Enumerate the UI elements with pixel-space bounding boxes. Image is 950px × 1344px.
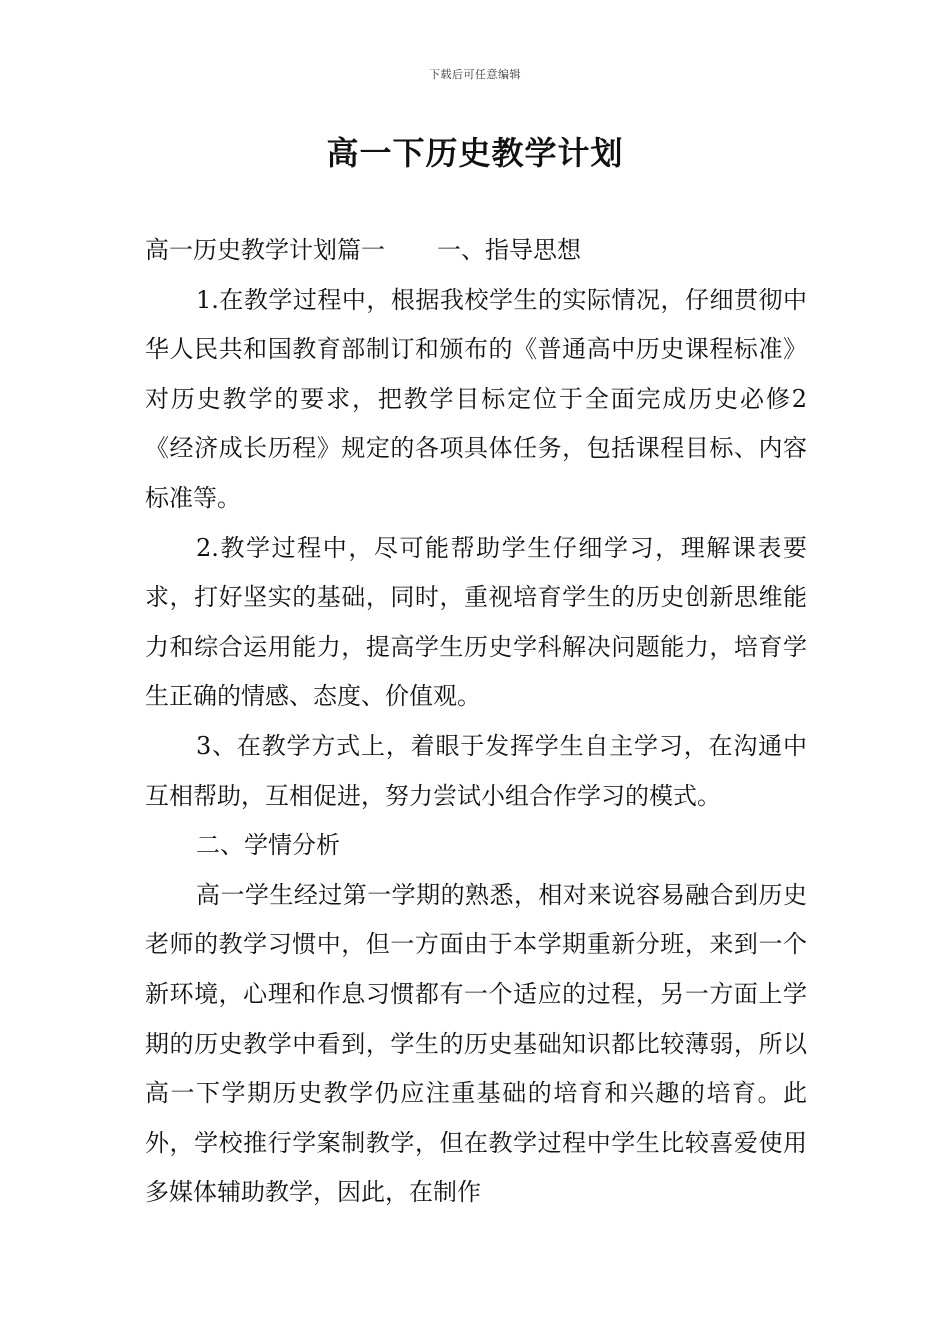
section-heading-analysis: 二、学情分析 [196, 831, 340, 860]
paragraph-guideline-2: 2.教学过程中，尽可能帮助学生仔细学习，理解课表要求，打好坚实的基础，同时，重视培育学生的历史创新思维能力和综合运用能力，提高学生历史学科解决问题能力，培育学生正确的情感、态度、价值观。 [145, 533, 807, 711]
section-heading: 一、指导思想 [437, 236, 581, 264]
paragraph-analysis: 高一学生经过第一学期的熟悉，相对来说容易融合到历史老师的教学习惯中，但一方面由于本学期重新分班，来到一个新环境，心理和作息习惯都有一个适应的过程，另一方面上学期的历史教学中看到，学生的历史基础知识都比较薄弱，所以高一下学期历史教学仍应注重基础的培育和兴趣的培育。此外，学校推行学案制教学，但在教学过程中学生比较喜爱使用多媒体辅助教学，因此，在制作 [145, 880, 807, 1207]
intro-line [145, 226, 807, 276]
chapter-heading: 高一历史教学计划篇一 [145, 236, 385, 264]
paragraph-guideline-1: 1.在教学过程中，根据我校学生的实际情况，仔细贯彻中华人民共和国教育部制订和颁布的《普通高中历史课程标准》对历史教学的要求，把教学目标定位于全面完成历史必修2《经济成长历程》规定的各项具体任务，包括课程目标、内容标准等。 [145, 285, 807, 512]
document-title: 高一下历史教学计划 [326, 134, 624, 172]
document-body [145, 226, 807, 1218]
paragraph-guideline-3: 3、在教学方式上，着眼于发挥学生自主学习，在沟通中互相帮助，互相促进，努力尝试小组合作学习的模式。 [145, 731, 807, 810]
header-note: 下载后可任意编辑 [429, 68, 521, 81]
